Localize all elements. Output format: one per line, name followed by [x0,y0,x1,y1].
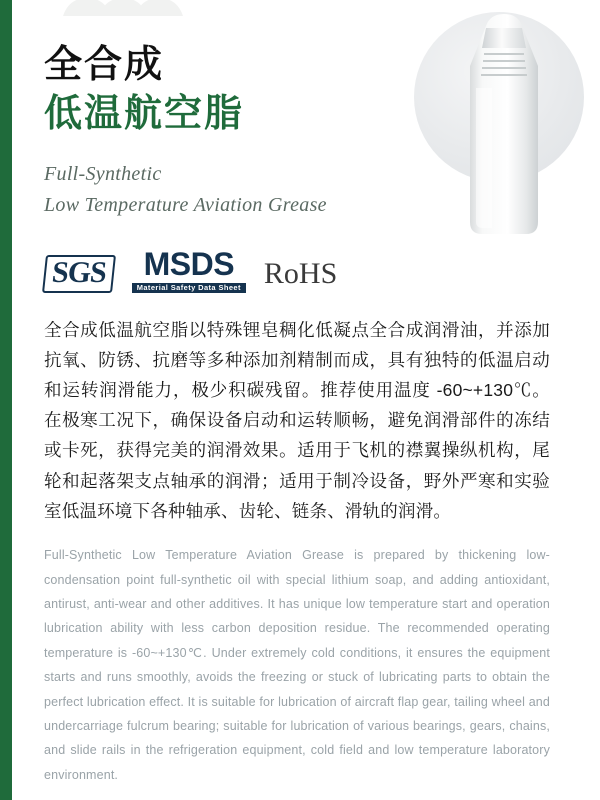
page-title-cn-line2: 低温航空脂 [44,92,245,135]
rohs-icon: RoHS [263,257,338,291]
description-english: Full-Synthetic Low Temperature Aviation Grease is prepared by thickening low-condensation point full-synthetic oil with special lithium soap, and adding antioxidant, antirust, anti-wear and other additives. It has unique low temperature start and operation lubrication ability with less carbon deposition residue. The recommended operating temperature is -60~+130℃. Under extremely cold conditions, it ensures the equipment starts and runs smoothly, avoids the freezing or stuck of lubricating parts to obtain the perfect lubrication effect. It is suitable for lubrication of aircraft flap gear, tailing wheel and undercarriage fulcrum bearing; suitable for lubrication of various bearings, gears, chains, and slide rails in the refrigeration equipment, cold field and low temperature laboratory environment. [44,548,550,782]
description-chinese: 全合成低温航空脂以特殊锂皂稠化低凝点全合成润滑油，并添加抗氧、防锈、抗磨等多种添加剂精制而成，具有独特的低温启动和运转润滑能力，极少积碳残留。推荐使用温度 -60~+130℃。在极寒工况下，确保设备启动和运转顺畅，避免润滑部件的冻结或卡死，获得完美的润滑效果。适用于飞机的襟翼操纵机构，尾轮和起落架支点轴承的润滑；适用于制冷设备，野外严寒和实验室低温环境下各种轴承、齿轮、链条、滑轨的润滑。 [44,320,550,521]
sgs-icon: SGS [42,255,116,293]
certification-logos [44,247,564,293]
msds-icon [132,245,246,294]
left-accent-bar [0,0,12,800]
msds-label: MSDS [143,245,235,282]
page-subtitle-en-line2: Low Temperature Aviation Grease [44,194,327,217]
page-subtitle-en-line1: Full-Synthetic [44,163,162,186]
content-column [44,0,564,800]
page-title-cn-line1: 全合成 [44,44,165,86]
page-subtitle-en [44,159,564,221]
msds-sublabel: Material Safety Data Sheet [132,283,246,294]
